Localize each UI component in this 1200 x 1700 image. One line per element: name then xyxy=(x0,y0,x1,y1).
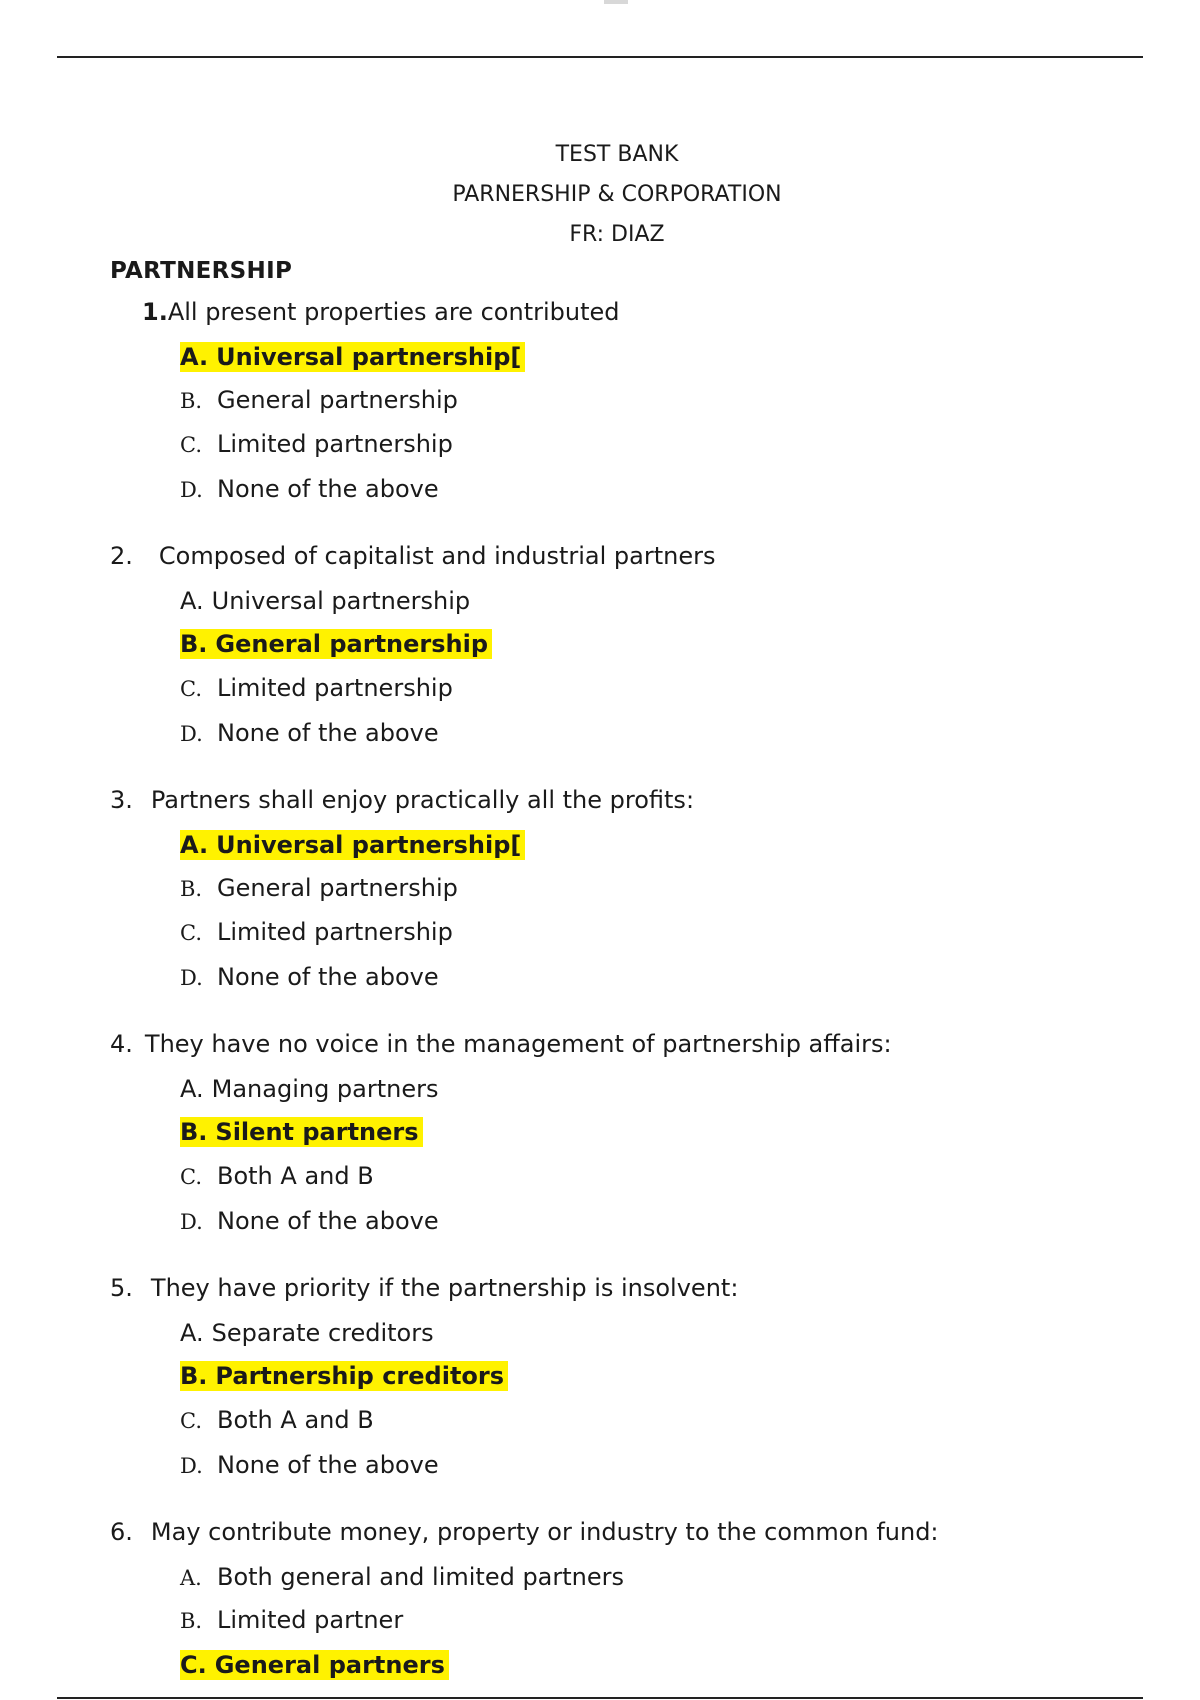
option-text: Both A and B xyxy=(217,1406,374,1434)
option-text: Both A and B xyxy=(217,1162,374,1190)
question-text: May contribute money, property or industry to the common fund: xyxy=(150,1518,939,1546)
question-3 xyxy=(110,786,694,814)
doc-title: TEST BANK xyxy=(555,142,679,167)
option-letter: D. xyxy=(180,966,203,990)
footer-rule xyxy=(57,1697,1143,1699)
question-number: 4. xyxy=(110,1030,133,1058)
question-5 xyxy=(110,1274,738,1302)
question-text: Composed of capitalist and industrial partners xyxy=(158,542,716,570)
option xyxy=(180,1318,434,1348)
question-number: 3. xyxy=(110,786,133,814)
answer-option xyxy=(180,1117,423,1147)
question-number: 5. xyxy=(110,1274,133,1302)
option xyxy=(180,429,453,459)
option xyxy=(180,962,439,992)
answer-option xyxy=(180,830,525,860)
option-text: None of the above xyxy=(217,1207,439,1235)
question-number: 2. xyxy=(110,542,133,570)
answer-option xyxy=(180,342,525,372)
option-text: Partnership creditors xyxy=(215,1362,505,1390)
option xyxy=(180,474,439,504)
option-letter: A. xyxy=(180,1566,202,1590)
doc-subtitle: PARNERSHIP & CORPORATION xyxy=(452,182,782,207)
option-text: None of the above xyxy=(217,475,439,503)
option xyxy=(180,673,453,703)
option xyxy=(180,1206,439,1236)
question-number: 6. xyxy=(110,1518,133,1546)
question-2 xyxy=(110,542,715,570)
option-letter: C. xyxy=(180,1651,207,1679)
option xyxy=(180,718,439,748)
option-text: Limited partnership xyxy=(217,430,453,458)
option xyxy=(180,873,458,903)
option-text: General partners xyxy=(214,1651,445,1679)
option-text: Silent partners xyxy=(215,1118,419,1146)
question-number: 1. xyxy=(142,298,168,326)
option-letter: B. xyxy=(180,1118,208,1146)
option-letter: B. xyxy=(180,389,203,413)
option-letter: A. xyxy=(180,587,204,615)
option-text: None of the above xyxy=(217,1451,439,1479)
question-text: They have no voice in the management of partnership affairs: xyxy=(144,1030,892,1058)
option-text: None of the above xyxy=(217,963,439,991)
page-top-marker xyxy=(604,0,628,4)
question-1 xyxy=(142,298,620,326)
option-letter: B. xyxy=(180,1362,208,1390)
option xyxy=(180,917,453,947)
doc-author: FR: DIAZ xyxy=(569,222,665,247)
option-text: None of the above xyxy=(217,719,439,747)
answer-option xyxy=(180,629,492,659)
option xyxy=(180,1562,624,1592)
option-text: Limited partnership xyxy=(217,674,453,702)
option-letter: C. xyxy=(180,677,202,701)
option-letter: C. xyxy=(180,433,202,457)
option-text: Limited partnership xyxy=(217,918,453,946)
answer-option xyxy=(180,1361,508,1391)
option xyxy=(180,1074,439,1104)
option-text: General partnership xyxy=(217,874,458,902)
option-text: Universal partnership xyxy=(211,587,471,615)
option xyxy=(180,1161,374,1191)
option-letter: C. xyxy=(180,921,202,945)
answer-option xyxy=(180,1650,449,1680)
question-6 xyxy=(110,1518,939,1546)
option xyxy=(180,385,458,415)
option-letter: A. xyxy=(180,831,209,859)
option-letter: B. xyxy=(180,877,203,901)
question-text: Partners shall enjoy practically all the profits: xyxy=(150,786,695,814)
question-text: They have priority if the partnership is insolvent: xyxy=(150,1274,739,1302)
option xyxy=(180,1605,403,1635)
option-letter: D. xyxy=(180,478,203,502)
option xyxy=(180,1405,374,1435)
option-letter: D. xyxy=(180,722,203,746)
option-letter: C. xyxy=(180,1409,202,1433)
option-text: Both general and limited partners xyxy=(217,1563,625,1591)
option-text: General partnership xyxy=(217,386,458,414)
option-text: Separate creditors xyxy=(211,1319,434,1347)
option-text: Universal partnership[ xyxy=(216,343,522,371)
option-letter: A. xyxy=(180,1075,204,1103)
option-letter: C. xyxy=(180,1165,202,1189)
option-letter: D. xyxy=(180,1454,203,1478)
option-text: Managing partners xyxy=(211,1075,439,1103)
option xyxy=(180,586,470,616)
question-4 xyxy=(110,1030,892,1058)
option-letter: A. xyxy=(180,1319,204,1347)
option-text: Universal partnership[ xyxy=(216,831,522,859)
section-title: PARTNERSHIP xyxy=(110,258,293,284)
option-letter: B. xyxy=(180,1609,203,1633)
question-text: All present properties are contributed xyxy=(167,298,620,326)
option-text: Limited partner xyxy=(217,1606,404,1634)
option-letter: A. xyxy=(180,343,209,371)
option-text: General partnership xyxy=(215,630,489,658)
option-letter: B. xyxy=(180,630,208,658)
option-letter: D. xyxy=(180,1210,203,1234)
header-rule xyxy=(57,56,1143,58)
option xyxy=(180,1450,439,1480)
